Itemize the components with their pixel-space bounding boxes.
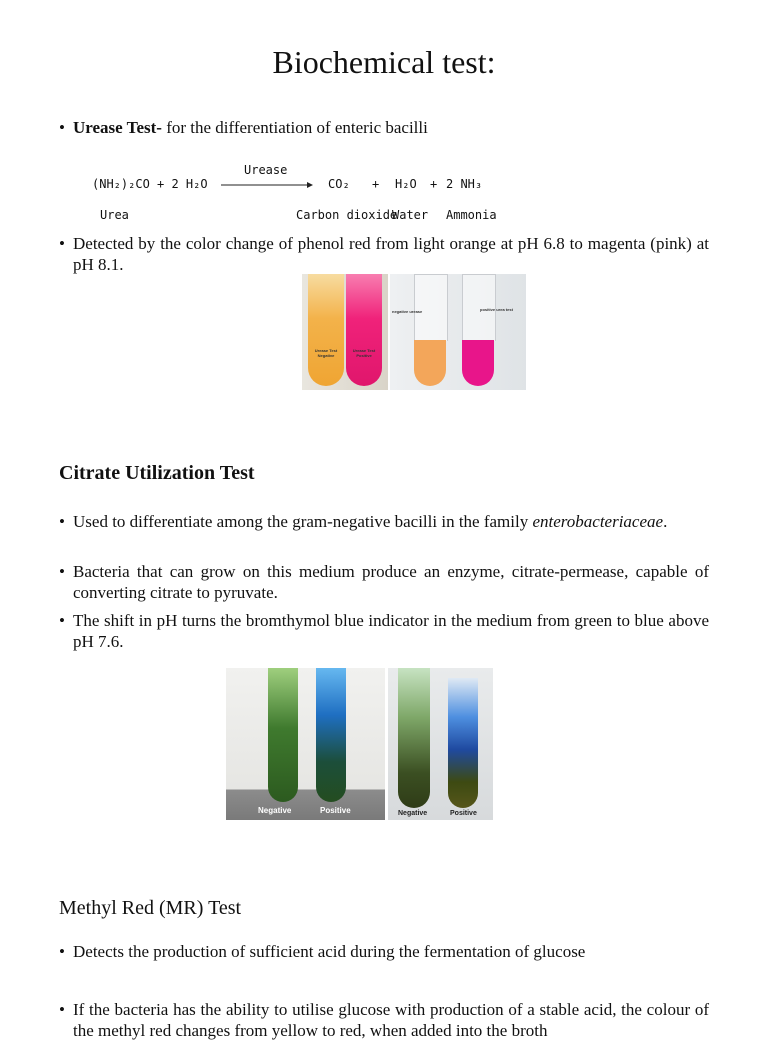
citrate-b1-family: enterobacteriaceae (532, 512, 664, 531)
urease-bullet (59, 117, 709, 138)
reactant: (NH₂)₂CO + 2 H₂O (92, 177, 208, 191)
enzyme-label: Urease (244, 163, 288, 177)
citrate-b3-text: The shift in pH turns the bromthymol blue indicator in the medium from green to blue above pH 7.6. (73, 611, 709, 651)
urease-photo-left (302, 274, 388, 390)
urease-test-description: for the differentiation of enteric bacilli (161, 118, 428, 137)
citrate-negative-label: Negative (258, 806, 292, 815)
citrate-b1-text: Used to differentiate among the gram-negative bacilli in the family (73, 512, 533, 531)
urease-detected-text: Detected by the color change of phenol red from light orange at pH 6.8 to magenta (pink) at pH 8.1. (73, 234, 709, 274)
bullet-dot: • (59, 942, 65, 961)
citrate-photo-right (388, 668, 493, 820)
bullet-dot: • (59, 234, 65, 253)
citrate-positive-tube (316, 668, 346, 802)
citrate-positive-label-2: Positive (450, 810, 477, 817)
citrate-negative-tube (268, 668, 298, 802)
urease-positive-label: Urease Test Positive (352, 348, 376, 358)
bullet-dot: • (59, 562, 65, 581)
label-urea: Urea (100, 208, 129, 222)
negative-urease-label: negative urease (392, 309, 423, 314)
urease-positive-broth (462, 340, 494, 386)
mr-b2-text: If the bacteria has the ability to utilise glucose with production of a stable acid, the colour of the methyl red changes from yellow to red, when added into the broth (73, 1000, 709, 1040)
urease-negative-label: Urease Test Negative (314, 348, 338, 358)
citrate-bullet-1 (59, 511, 709, 532)
mr-bullet-1 (59, 941, 709, 962)
reaction-arrow (221, 180, 313, 190)
urease-photo-right (390, 274, 526, 390)
product-ammonia: 2 NH₃ (446, 177, 483, 191)
citrate-positive-label: Positive (320, 806, 351, 815)
citrate-bullet-2 (59, 561, 709, 603)
page-title: Biochemical test: (272, 44, 496, 80)
product-water: H₂O (395, 177, 417, 191)
mr-bullet-2 (59, 999, 709, 1041)
citrate-photo-left (226, 668, 385, 820)
citrate-b1-end: . (663, 512, 668, 531)
positive-urease-label: positive urea test (480, 307, 513, 312)
bullet-dot: • (59, 512, 65, 531)
urease-detected-bullet (59, 233, 709, 275)
label-water: Water (392, 208, 429, 222)
citrate-negative-label-2: Negative (398, 810, 428, 817)
product-co2: CO₂ (328, 177, 350, 191)
urease-negative-broth (414, 340, 446, 386)
mr-heading: Methyl Red (MR) Test (59, 897, 242, 919)
bullet-dot: • (59, 611, 65, 630)
tube-glass (414, 274, 448, 341)
plus-sign: + (430, 177, 438, 191)
citrate-positive-tube-2 (448, 678, 478, 808)
label-ammonia: Ammonia (446, 208, 497, 222)
plus-sign: + (372, 177, 380, 191)
citrate-bullet-3 (59, 610, 709, 652)
urease-positive-tube (346, 274, 382, 386)
citrate-b2-text: Bacteria that can grow on this medium produce an enzyme, citrate-permease, capable of converting citrate to pyruvate. (73, 562, 709, 602)
citrate-heading: Citrate Utilization Test (59, 462, 255, 484)
bullet-dot: • (59, 118, 65, 137)
citrate-negative-tube-2 (398, 668, 430, 808)
label-carbon-dioxide: Carbon dioxide (296, 208, 398, 222)
mr-b1-text: Detects the production of sufficient acid during the fermentation of glucose (73, 942, 586, 961)
urease-negative-tube (308, 274, 344, 386)
urease-test-label: Urease Test- (73, 118, 162, 137)
bullet-dot: • (59, 1000, 65, 1019)
